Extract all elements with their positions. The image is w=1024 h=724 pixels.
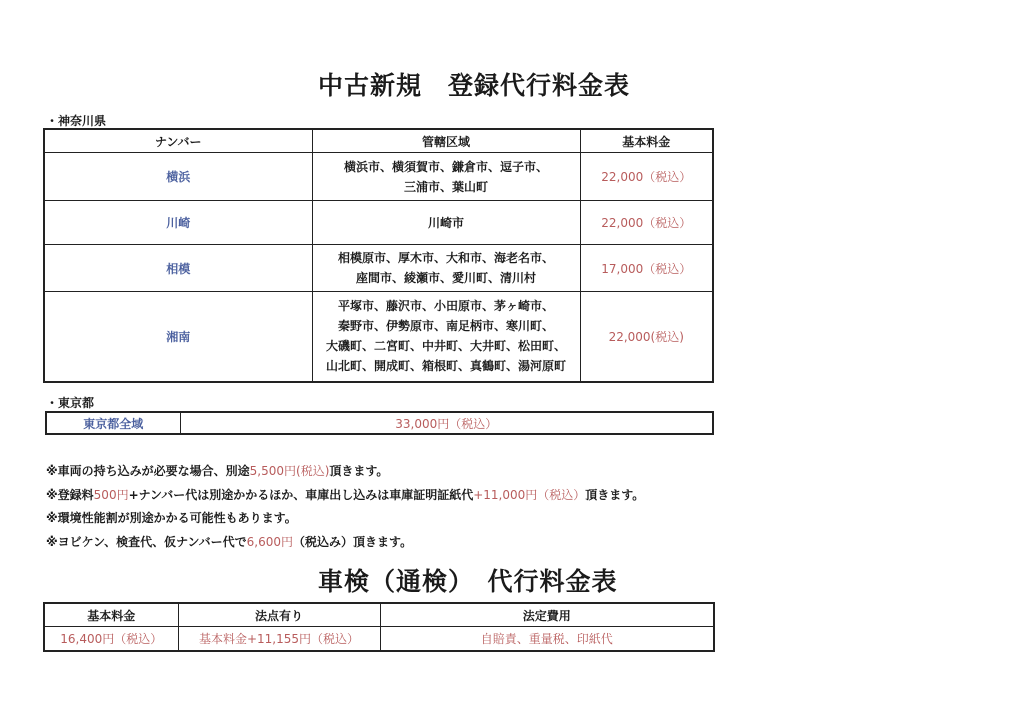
note-text: ※車両の持ち込みが必要な場合、別途: [46, 464, 250, 478]
note-text: +ナンバー代は別途かかるほか、車庫出し込みは車庫証明証紙代: [128, 487, 474, 502]
header-legal-fees: 法定費用: [380, 603, 714, 627]
plate-sagami: 相模: [44, 245, 312, 292]
area-line: 相模原市、厚木市、大和市、海老名市、: [337, 251, 554, 265]
legal-fees-value: 自賠責、重量税、印紙代: [380, 627, 714, 651]
page-title: 中古新規 登録代行料金表: [318, 71, 631, 100]
note-text: 頂きます。: [585, 487, 645, 502]
table-row: [44, 153, 713, 201]
note-item: [46, 462, 644, 486]
header-number: ナンバー: [44, 129, 312, 153]
table-row: [44, 201, 713, 245]
tokyo-fee: 33,000円（税込）: [180, 412, 713, 434]
basic-fee-value: 16,400円（税込）: [44, 627, 178, 651]
area-line: 大磯町、二宮町、中井町、大井町、松田町、: [325, 339, 566, 354]
section-title-shaken: 車検（通検） 代行料金表: [318, 567, 618, 596]
area-cell: [312, 153, 580, 201]
points-fee-value: 基本料金+11,155円（税込）: [178, 627, 380, 651]
area-line: 川崎市: [427, 215, 464, 230]
note-item: [46, 533, 644, 557]
table-row: [44, 627, 714, 651]
header-points: 法点有り: [178, 603, 380, 627]
fee-cell: 17,000（税込）: [580, 245, 713, 292]
note-text: 頂きます。: [329, 464, 389, 478]
plate-kawasaki: 川崎: [44, 201, 312, 245]
plate-yokohama: 横浜: [44, 153, 312, 201]
note-text: ※環境性能割が別途かかる可能性もあります。: [46, 511, 297, 525]
note-text: （税込み）頂きます。: [293, 534, 413, 549]
kanagawa-fee-table: [43, 128, 714, 383]
note-text: ※ヨビケン、検査代、仮ナンバー代で: [46, 534, 247, 549]
notes-list: [46, 462, 644, 556]
tokyo-area: 東京都全域: [46, 412, 180, 434]
area-line: 秦野市、伊勢原市、南足柄市、寒川町、: [337, 319, 554, 334]
header-area: 管轄区域: [312, 129, 580, 153]
fee-cell: 22,000（税込）: [580, 153, 713, 201]
fee-cell: 22,000（税込）: [580, 201, 713, 245]
note-highlight: 500円: [93, 487, 129, 502]
table-header-row: [44, 129, 713, 153]
header-fee: 基本料金: [580, 129, 713, 153]
area-line: 横浜市、横須賀市、鎌倉市、逗子市、: [343, 159, 548, 174]
area-cell: [312, 292, 580, 382]
note-item: [46, 509, 644, 533]
note-highlight: +11,000円（税込）: [473, 487, 586, 502]
area-line: 平塚市、藤沢市、小田原市、茅ヶ崎市、: [337, 299, 554, 314]
table-header-row: [44, 603, 714, 627]
area-line: 三浦市、葉山町: [403, 179, 488, 194]
table-row: [44, 292, 713, 382]
fee-cell: 22,000(税込): [580, 292, 713, 382]
area-cell: [312, 201, 580, 245]
table-row: [44, 245, 713, 292]
section-label-tokyo: ・東京都: [46, 396, 95, 410]
area-cell: [312, 245, 580, 292]
note-highlight: 6,600円: [246, 534, 294, 549]
shaken-fee-table: [43, 602, 715, 652]
note-text: ※登録料: [46, 487, 94, 502]
plate-shonan: 湘南: [44, 292, 312, 382]
area-line: 座間市、綾瀬市、愛川町、清川村: [355, 271, 536, 285]
header-basic-fee: 基本料金: [44, 603, 178, 627]
area-line: 山北町、開成町、箱根町、真鶴町、湯河原町: [325, 359, 566, 374]
table-row: [46, 412, 713, 434]
section-label-kanagawa: ・神奈川県: [46, 114, 107, 128]
note-highlight: 5,500円(税込): [249, 464, 330, 478]
note-item: [46, 486, 644, 510]
tokyo-fee-table: [45, 411, 714, 435]
